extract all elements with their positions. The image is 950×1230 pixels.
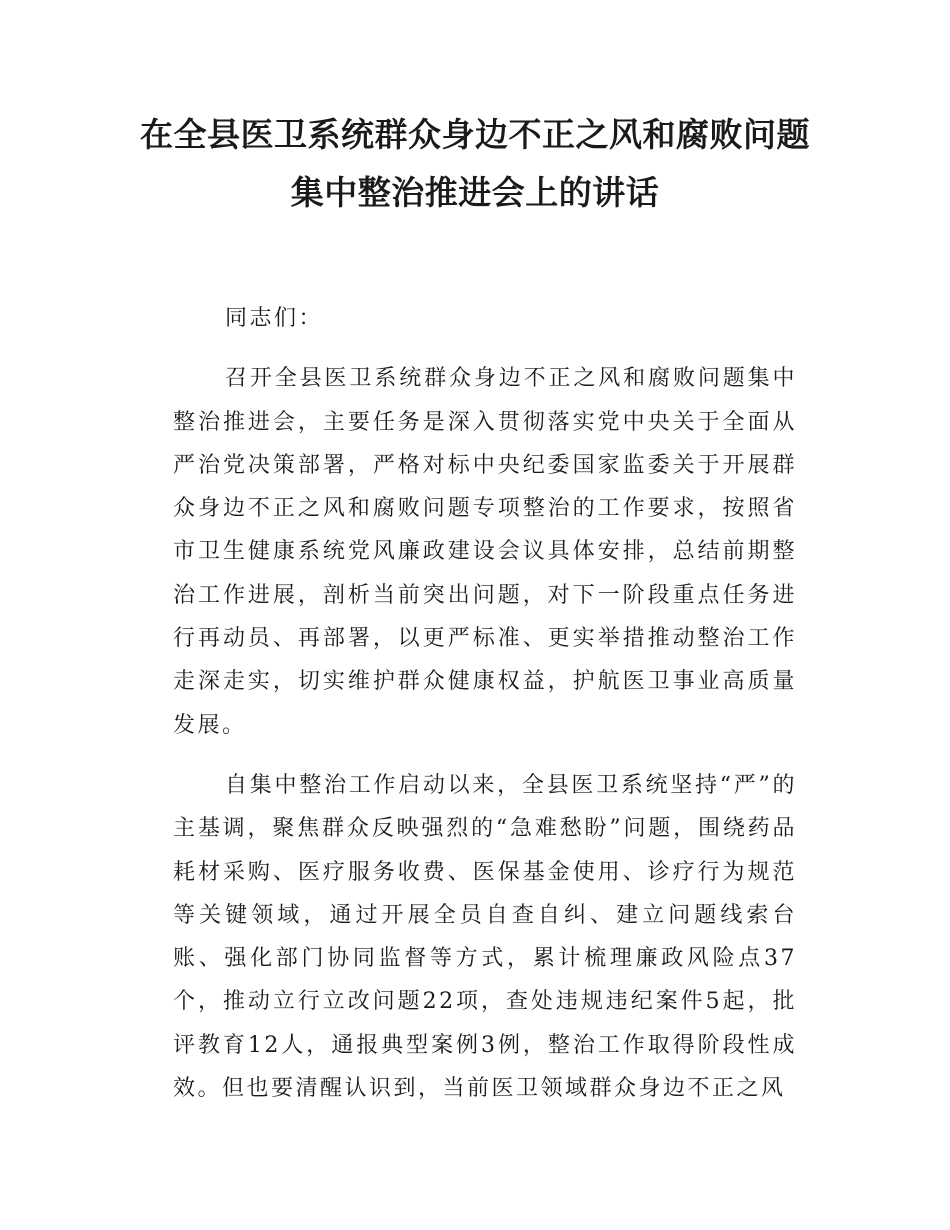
document-title: 在全县医卫系统群众身边不正之风和腐败问题集中整治推进会上的讲话: [140, 115, 810, 212]
document-body: [173, 297, 797, 1110]
salutation: 同志们：: [225, 306, 324, 331]
paragraph: 召开全县医卫系统群众身边不正之风和腐败问题集中整治推进会，主要任务是深入贯彻落实党中央关于全面从严治党决策部署，严格对标中央纪委国家监委关于开展群众身边不正之风和腐败问题专项整治的工作要求，按照省市卫生健康系统党风廉政建设会议具体安排，总结前期整治工作进展，剖析当前突出问题，对下一阶段重点任务进行再动员、再部署，以更严标准、更实举措推动整治工作走深走实，切实维护群众健康权益，护航医卫事业高质量发展。: [173, 366, 797, 738]
paragraph: 自集中整治工作启动以来，全县医卫系统坚持“严”的主基调，聚焦群众反映强烈的“急难愁盼”问题，围绕药品耗材采购、医疗服务收费、医保基金使用、诊疗行为规范等关键领域，通过开展全员自查自纠、建立问题线索台账、强化部门协同监督等方式，累计梳理廉政风险点37个，推动立行立改问题22项，查处违规违纪案件5起，批评教育12人，通报典型案例3例，整治工作取得阶段性成效。但也要清醒认识到，当前医卫领域群众身边不正之风: [173, 772, 797, 1102]
